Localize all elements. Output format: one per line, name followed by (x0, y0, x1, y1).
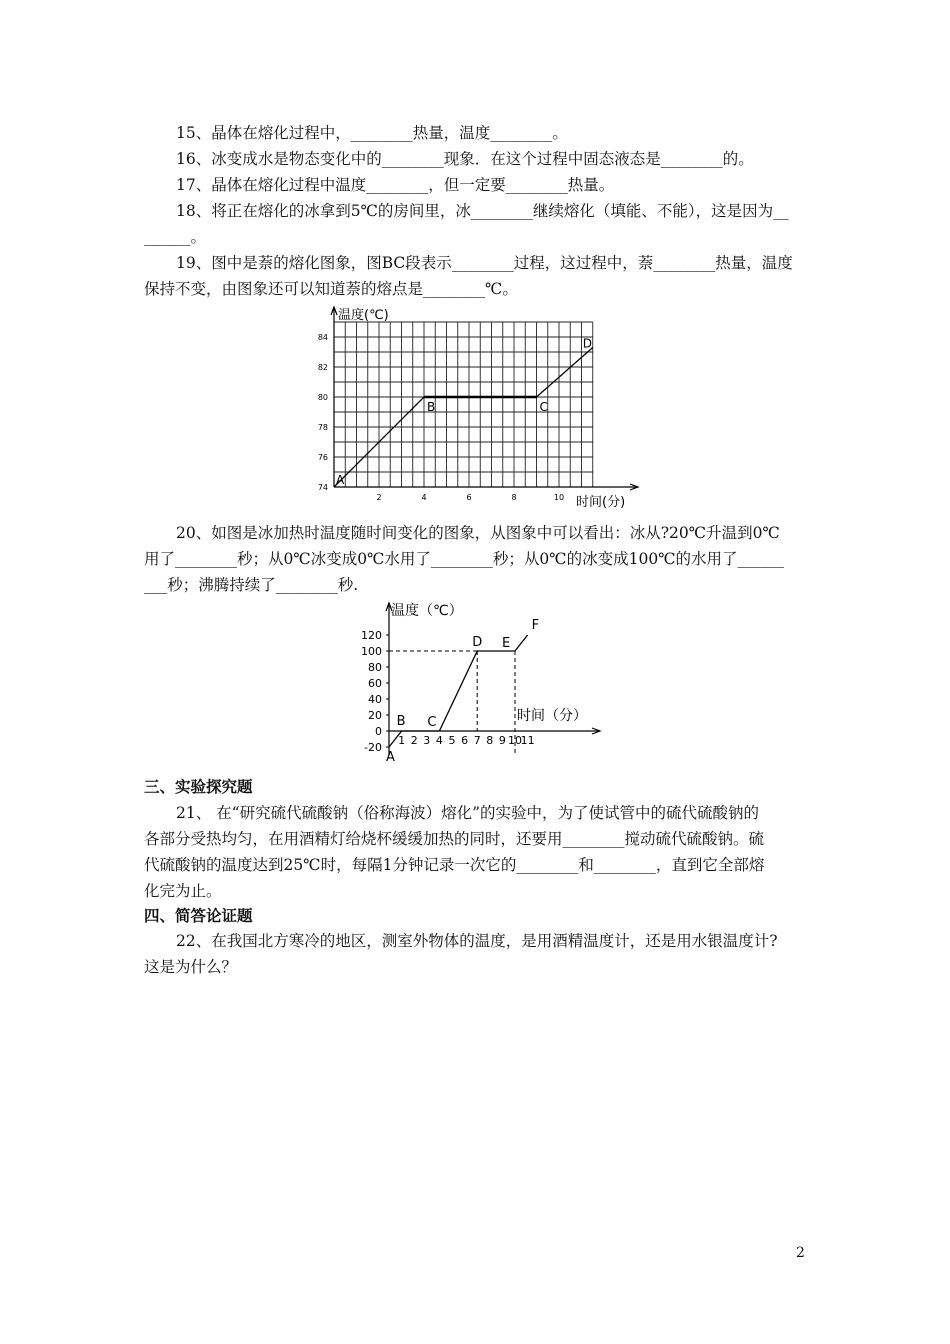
question-17: 17、晶体在熔化过程中温度________，但一定要________热量。 (176, 176, 615, 194)
x-tick-label: 6 (461, 734, 469, 747)
y-tick-label: 80 (317, 393, 328, 402)
point-label-e: E (502, 636, 511, 651)
tick-labels (318, 333, 564, 502)
x-tick-label: 5 (448, 734, 456, 747)
data-line (334, 348, 593, 488)
question-20-line1: 20、如图是冰加热时温度随时间变化的图象，从图象中可以看出：冰从?20℃升温到0℃ (176, 524, 780, 542)
x-tick-label: 1 (398, 734, 406, 747)
question-20-line3: ___秒；沸腾持续了________秒. (144, 576, 359, 594)
y-tick-label: 74 (317, 483, 328, 492)
question-18-line2: ______。 (144, 228, 207, 246)
question-22-line2: 这是为什么？ (144, 958, 238, 976)
question-21-line1: 21、 在“研究硫代硫酸钠（俗称海波）熔化”的实验中，为了使试管中的硫代硫酸钠的 (176, 804, 760, 822)
y-tick-label: 76 (317, 453, 328, 462)
melting-curve (334, 348, 593, 488)
x-tick-label: 11 (520, 734, 535, 747)
question-21-line2: 各部分受热均匀，在用酒精灯给烧杯缓缓加热的同时，还要用________搅动硫代硫酸钠。硫 (144, 830, 765, 848)
naphthalene-melting-chart (310, 300, 650, 512)
x-tick-label: 10 (553, 493, 565, 502)
y-tick-label: 78 (317, 423, 328, 432)
point-label-a: A (336, 473, 345, 487)
chart-axes (331, 307, 638, 490)
y-tick-label: 120 (361, 629, 382, 642)
y-tick-label: 0 (375, 725, 382, 738)
question-16: 16、冰变成水是物态变化中的________现象．在这个过程中固态液态是________的。 (176, 150, 754, 168)
chart-grid (334, 322, 593, 487)
x-tick-label: 7 (473, 734, 481, 747)
x-tick-label: 2 (376, 493, 382, 502)
question-18-line1: 18、将正在熔化的冰拿到5℃的房间里，冰________继续熔化（填能、不能），这是因为__ (176, 202, 789, 220)
point-label-d: D (472, 635, 483, 650)
question-21-line4: 化完为止。 (144, 882, 222, 900)
question-15: 15、晶体在熔化过程中，________热量，温度________。 (176, 124, 568, 142)
point-label-b: B (396, 714, 406, 729)
y-tick-label: 40 (368, 693, 382, 706)
section-3-heading: 三、实验探究题 (144, 777, 253, 796)
ice-heating-chart (355, 598, 605, 766)
x-tick-label: 8 (486, 734, 494, 747)
x-tick-label: 4 (421, 493, 427, 502)
x-tick-label: 10 (508, 734, 522, 747)
heating-curve (389, 635, 528, 747)
question-19-line1: 19、图中是萘的熔化图象，图BC段表示________过程，这过程中，萘________热量，温度 (176, 254, 793, 272)
y-tick-label: 20 (368, 709, 382, 722)
x-tick-label: 8 (511, 493, 517, 502)
x-tick-label: 6 (466, 493, 472, 502)
point-label-a: A (386, 750, 395, 765)
point-label-d: D (582, 336, 592, 351)
x-tick-label: 9 (498, 734, 506, 747)
x-tick-label: 2 (410, 734, 418, 747)
question-21-line3: 代硫酸钠的温度达到25℃时，每隔1分钟记录一次它的________和________，直到它全部熔 (144, 856, 765, 874)
question-22-line1: 22、在我国北方寒冷的地区，测室外物体的温度，是用酒精温度计，还是用水银温度计? (176, 932, 778, 950)
section-4-heading: 四、简答论证题 (144, 906, 253, 925)
x-axis-label: 时间（分） (517, 708, 587, 724)
y-tick-label: 84 (317, 333, 328, 342)
data-line (389, 635, 528, 747)
y-tick-label: 100 (361, 645, 382, 658)
y-tick-label: 82 (317, 363, 328, 372)
point-label-c: C (539, 400, 548, 414)
y-axis-label: 温度（℃） (391, 603, 463, 619)
y-tick-label: 60 (368, 677, 382, 690)
point-label-f: F (531, 618, 540, 633)
question-19-line2: 保持不变，由图象还可以知道萘的熔点是________℃。 (144, 280, 518, 298)
chart-axes (386, 603, 600, 755)
question-20-line2: 用了________秒；从0℃冰变成0℃水用了________秒；从0℃的冰变成100℃的水用了______ (144, 550, 785, 568)
point-label-b: B (427, 400, 436, 414)
y-tick-label: -20 (364, 741, 382, 754)
point-label-c: C (427, 715, 437, 730)
x-tick-label: 3 (423, 734, 431, 747)
x-axis-label: 时间(分) (576, 495, 626, 510)
x-tick-label: 4 (435, 734, 443, 747)
y-tick-label: 80 (368, 661, 382, 674)
y-axis-label: 温度(℃) (338, 308, 389, 323)
page-number: 2 (796, 1245, 805, 1261)
